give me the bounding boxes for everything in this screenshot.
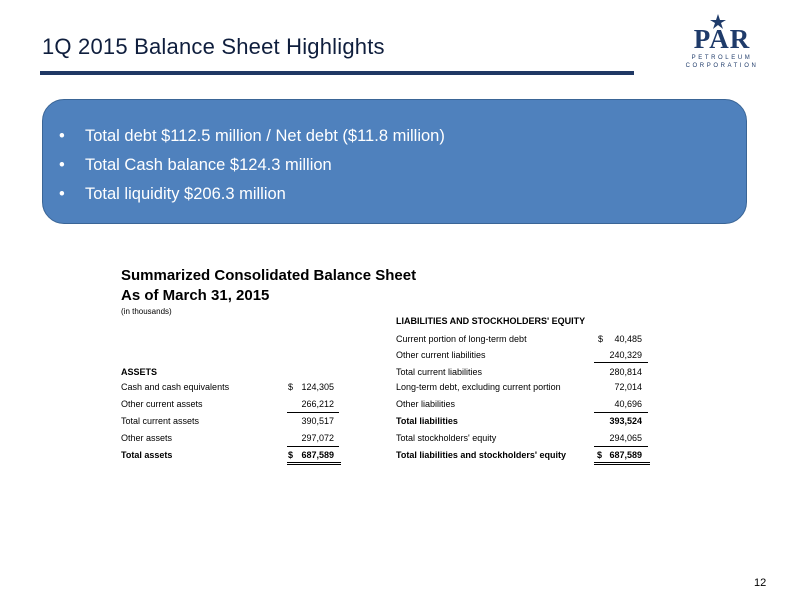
asset-row-value: 390,517 [301,416,334,426]
title-underline [40,71,634,75]
asset-row-label: Total current assets [121,416,200,426]
asset-row-label: Other assets [121,433,173,443]
assets-header: ASSETS [121,367,158,377]
liability-row-value: 687,589 [609,450,642,460]
highlights-list [59,122,746,209]
asset-row-label: Total assets [121,450,173,460]
highlight-item [59,180,746,209]
company-logo [680,12,764,68]
liability-row-label: Total liabilities [396,416,458,426]
bullet-icon: • [59,127,65,145]
liability-row-value: 72,014 [614,382,642,392]
asset-row-currency: $ [288,450,294,460]
balance-sheet-title-line1: Summarized Consolidated Balance Sheet [121,267,417,284]
units-note: (in thousands) [121,307,172,316]
liability-row-currency: $ [598,334,604,344]
highlight-item [59,122,746,151]
liability-row-label: Other current liabilities [396,350,486,360]
liability-row-label: Long-term debt, excluding current portion [396,382,561,392]
asset-row-value: 266,212 [301,399,334,409]
liability-row-value: 393,524 [609,416,642,426]
liability-row-value: 40,696 [614,399,642,409]
page-number: 12 [754,577,767,589]
highlight-item [59,151,746,180]
liability-row-label: Total stockholders' equity [396,433,497,443]
subtotal-rule [287,446,339,447]
liability-row-label: Total liabilities and stockholders' equity [396,450,567,460]
highlight-text: Total debt $112.5 million / Net debt ($11.8 million) [85,127,445,145]
subtotal-rule [594,362,648,363]
asset-row-value: 124,305 [301,382,334,392]
liability-row-label: Other liabilities [396,399,456,409]
liability-row-value: 40,485 [614,334,642,344]
balance-sheet-title-line2: As of March 31, 2015 [121,287,270,304]
liability-row-value: 294,065 [609,433,642,443]
subtotal-rule [594,446,648,447]
logo-subtitle-2: CORPORATION [685,63,759,69]
logo-subtitle-1: PETROLEUM [691,55,753,61]
liability-row-value: 240,329 [609,350,642,360]
slide-title: 1Q 2015 Balance Sheet Highlights [42,34,385,59]
total-double-rule [287,462,341,465]
asset-row-value: 687,589 [301,450,334,460]
liability-row-value: 280,814 [609,367,642,377]
total-double-rule [594,462,650,465]
liability-row-label: Total current liabilities [396,367,483,377]
balance-sheet-title [121,266,416,306]
asset-row-currency: $ [288,382,294,392]
highlight-text: Total liquidity $206.3 million [85,185,286,203]
asset-row-value: 297,072 [301,433,334,443]
liabilities-header: LIABILITIES AND STOCKHOLDERS' EQUITY [396,316,586,326]
subtotal-rule [594,412,648,413]
highlights-box [42,99,747,224]
liability-row-currency: $ [597,450,603,460]
bullet-icon: • [59,156,65,174]
highlight-text: Total Cash balance $124.3 million [85,156,332,174]
subtotal-rule [287,412,339,413]
asset-row-label: Other current assets [121,399,203,409]
logo-wordmark: PAR [693,24,751,54]
bullet-icon: • [59,185,65,203]
asset-row-label: Cash and cash equivalents [121,382,230,392]
liability-row-label: Current portion of long-term debt [396,334,527,344]
